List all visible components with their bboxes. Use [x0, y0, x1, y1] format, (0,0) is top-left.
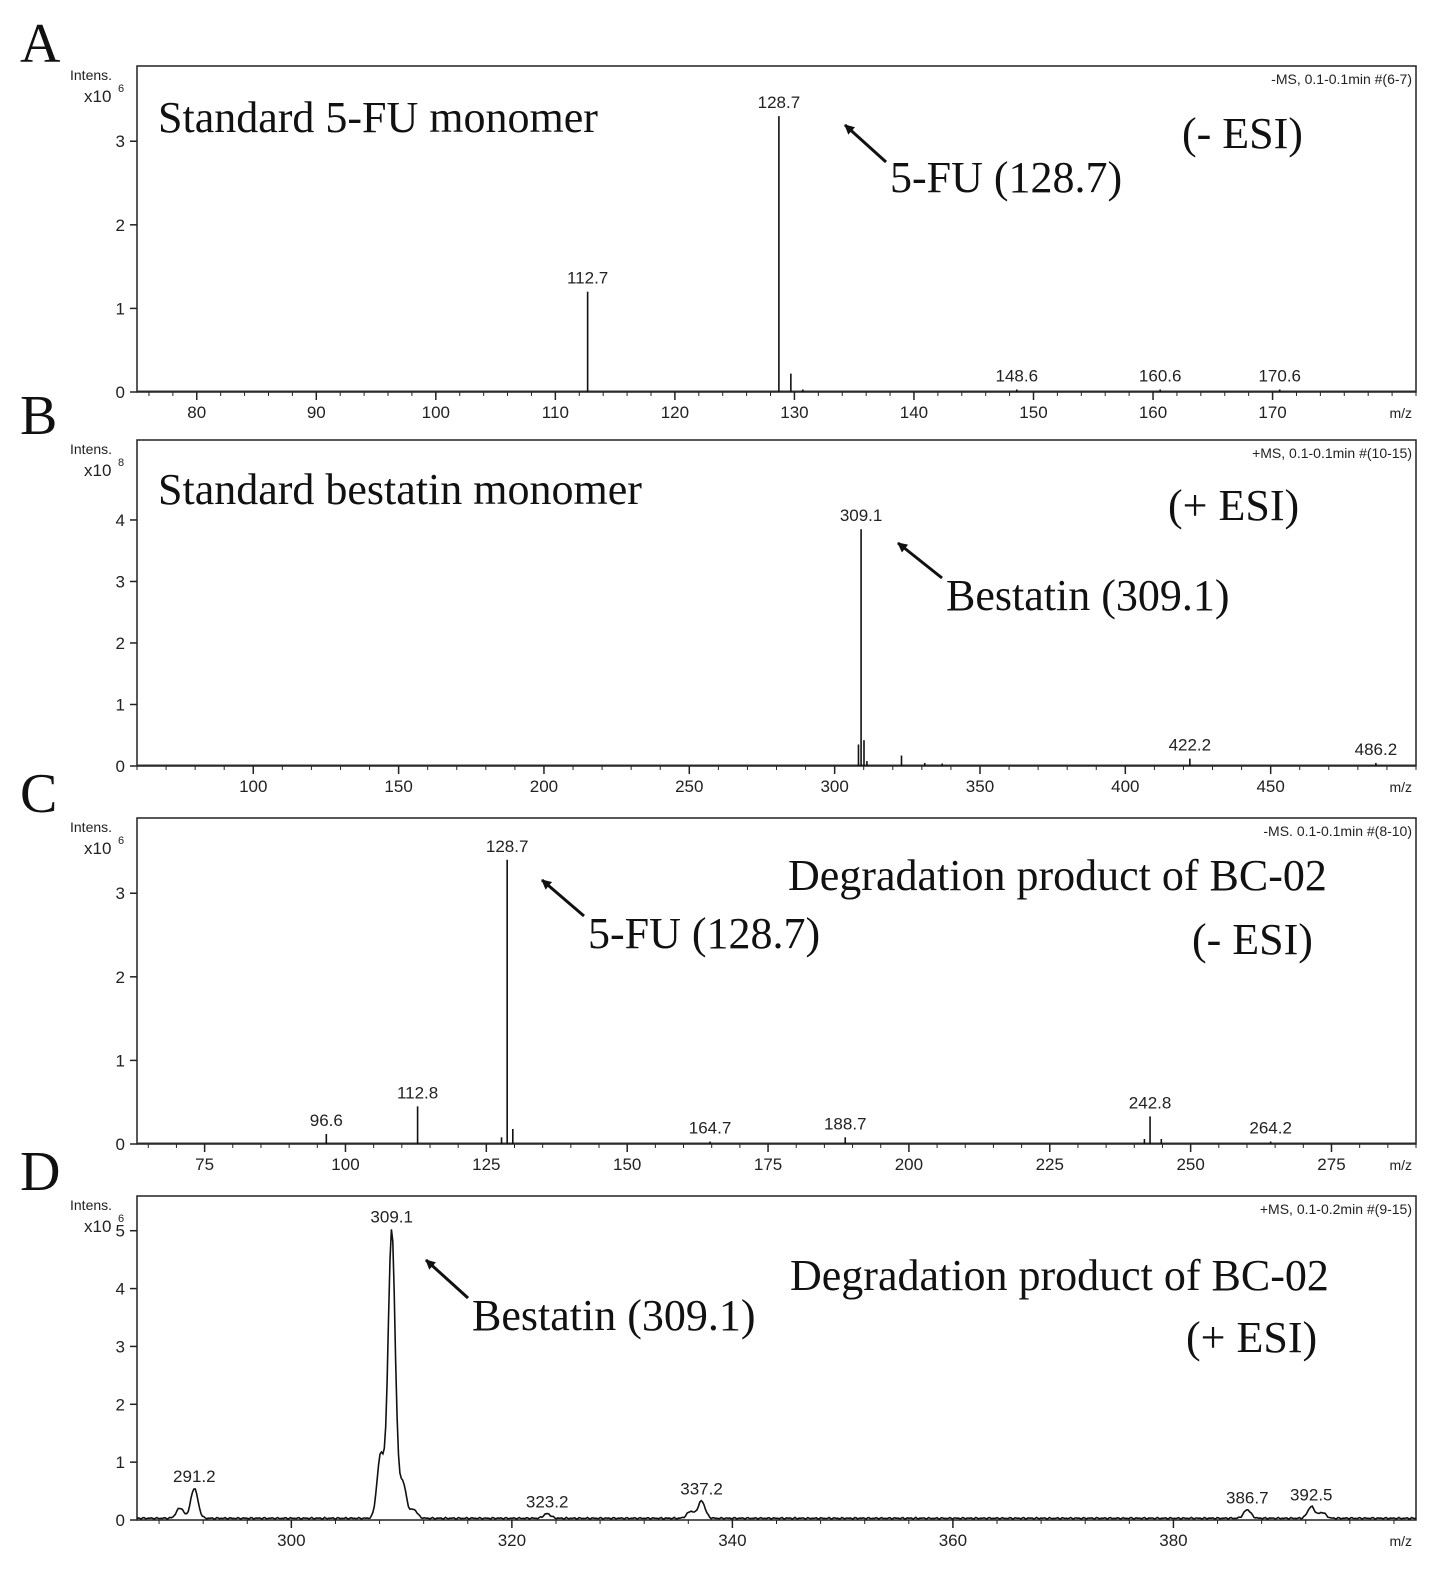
peak-annotation: 5-FU (128.7) [890, 153, 1123, 202]
y-tick-label: 1 [115, 695, 125, 715]
peak-label: 309.1 [370, 1207, 413, 1227]
panel-title: Degradation product of BC-02 [788, 851, 1327, 900]
peak-label: 242.8 [1128, 1093, 1172, 1113]
peak-label: 392.5 [1289, 1485, 1333, 1505]
peak-label: 264.2 [1249, 1118, 1292, 1138]
spectrum-panel-b [20, 385, 1416, 796]
y-tick-label: 3 [115, 1337, 125, 1357]
x-axis-label: m/z [1389, 779, 1412, 795]
x-tick-label: 90 [306, 403, 326, 422]
y-scale-exponent: 6 [118, 83, 125, 95]
spectrum-panel-a [20, 13, 1416, 422]
x-tick-label: 275 [1317, 1155, 1346, 1174]
y-tick-label: 0 [115, 757, 125, 776]
y-tick-label: 5 [115, 1221, 125, 1241]
peak-annotation: Bestatin (309.1) [946, 571, 1230, 620]
x-tick-label: 340 [718, 1531, 747, 1550]
x-tick-label: 150 [384, 777, 413, 796]
x-tick-label: 120 [660, 403, 690, 422]
x-tick-label: 360 [938, 1531, 968, 1550]
peak-label: 486.2 [1354, 739, 1398, 759]
ionization-mode: (- ESI) [1192, 915, 1313, 964]
x-tick-label: 450 [1256, 777, 1285, 796]
y-axis-label: Intens. [70, 441, 113, 457]
ionization-mode: (+ ESI) [1186, 1313, 1318, 1362]
spectrum-panel-d [20, 1141, 1416, 1550]
y-tick-label: 1 [115, 1453, 125, 1473]
y-tick-label: 0 [115, 1135, 125, 1154]
y-tick-label: 0 [115, 1511, 125, 1530]
x-tick-label: 160 [1138, 403, 1168, 422]
y-tick-label: 1 [115, 1051, 125, 1071]
x-tick-label: 125 [472, 1155, 501, 1174]
y-tick-label: 3 [115, 572, 125, 592]
peak-label: 128.7 [757, 93, 801, 113]
x-tick-label: 250 [675, 777, 704, 796]
panel-title: Standard 5-FU monomer [158, 93, 598, 142]
x-tick-label: 140 [899, 403, 929, 422]
y-scale-label: x10 [84, 839, 112, 858]
peak-label: 148.6 [995, 366, 1039, 386]
peak-label: 337.2 [680, 1479, 723, 1499]
y-tick-label: 2 [115, 967, 125, 987]
x-tick-label: 110 [541, 403, 569, 422]
x-tick-label: 380 [1159, 1531, 1188, 1550]
x-tick-label: 300 [820, 777, 849, 796]
x-tick-label: 320 [497, 1531, 527, 1550]
x-tick-label: 350 [965, 777, 995, 796]
peak-label: 160.6 [1138, 366, 1182, 386]
peak-label: 309.1 [839, 506, 883, 526]
x-tick-label: 80 [187, 403, 207, 422]
x-tick-label: 200 [529, 777, 559, 796]
peak-label: 112.8 [396, 1083, 439, 1103]
spectrum-panel-c [20, 763, 1416, 1174]
x-tick-label: 100 [421, 403, 451, 422]
panel-letter: D [20, 1141, 61, 1203]
peak-label: 386.7 [1226, 1488, 1269, 1508]
x-tick-label: 175 [753, 1155, 783, 1174]
y-tick-label: 0 [115, 383, 125, 402]
scan-info: +MS, 0.1-0.1min #(10-15) [1252, 445, 1412, 461]
ionization-mode: (+ ESI) [1168, 481, 1300, 530]
annotation-arrow [898, 543, 942, 578]
peak-label: 112.7 [566, 268, 609, 288]
y-tick-label: 4 [115, 510, 125, 530]
peak-label: 164.7 [688, 1118, 732, 1138]
panel-letter: C [20, 763, 58, 825]
scan-info: +MS, 0.1-0.2min #(9-15) [1259, 1201, 1412, 1217]
peak-label: 128.7 [485, 836, 529, 856]
x-tick-label: 150 [613, 1155, 642, 1174]
x-tick-label: 75 [195, 1155, 215, 1174]
panel-title: Degradation product of BC-02 [790, 1251, 1329, 1300]
annotation-arrow [845, 125, 886, 162]
y-axis-label: Intens. [70, 67, 113, 83]
y-axis-label: Intens. [70, 1197, 113, 1213]
scan-info: -MS. 0.1-0.1min #(8-10) [1263, 823, 1412, 839]
y-scale-exponent: 6 [118, 1213, 125, 1225]
x-tick-label: 170 [1258, 403, 1287, 422]
x-tick-label: 100 [239, 777, 268, 796]
x-axis-label: m/z [1389, 1157, 1412, 1173]
y-tick-label: 1 [115, 299, 125, 319]
x-tick-label: 300 [277, 1531, 306, 1550]
y-scale-exponent: 6 [118, 835, 125, 847]
y-axis-label: Intens. [70, 819, 113, 835]
y-scale-label: x10 [84, 461, 112, 480]
y-scale-exponent: 8 [118, 457, 125, 469]
ionization-mode: (- ESI) [1182, 109, 1303, 158]
peak-label: 422.2 [1168, 735, 1212, 755]
peak-label: 96.6 [309, 1110, 343, 1130]
peak-annotation: 5-FU (128.7) [588, 909, 821, 958]
y-tick-label: 2 [115, 1395, 125, 1415]
y-tick-label: 3 [115, 884, 125, 904]
x-tick-label: 225 [1035, 1155, 1064, 1174]
y-tick-label: 2 [115, 633, 125, 653]
annotation-arrow [542, 880, 584, 916]
x-axis-label: m/z [1389, 405, 1412, 421]
y-scale-label: x10 [84, 87, 112, 106]
y-scale-label: x10 [84, 1217, 112, 1236]
x-tick-label: 250 [1176, 1155, 1205, 1174]
x-axis-label: m/z [1389, 1533, 1412, 1549]
peak-label: 291.2 [173, 1466, 216, 1486]
y-tick-label: 3 [115, 132, 125, 152]
peak-label: 188.7 [823, 1114, 867, 1134]
x-tick-label: 100 [331, 1155, 360, 1174]
x-tick-label: 150 [1019, 403, 1048, 422]
peak-label: 170.6 [1258, 366, 1302, 386]
peak-annotation: Bestatin (309.1) [472, 1291, 756, 1340]
y-tick-label: 4 [115, 1279, 125, 1299]
x-tick-label: 200 [894, 1155, 924, 1174]
panel-letter: B [20, 385, 58, 447]
y-tick-label: 2 [115, 215, 125, 235]
panel-title: Standard bestatin monomer [158, 465, 642, 514]
scan-info: -MS, 0.1-0.1min #(6-7) [1271, 71, 1412, 87]
peak-label: 323.2 [525, 1492, 569, 1512]
annotation-arrow [426, 1260, 468, 1298]
panel-letter: A [20, 13, 61, 75]
x-tick-label: 400 [1111, 777, 1140, 796]
x-tick-label: 130 [780, 403, 809, 422]
